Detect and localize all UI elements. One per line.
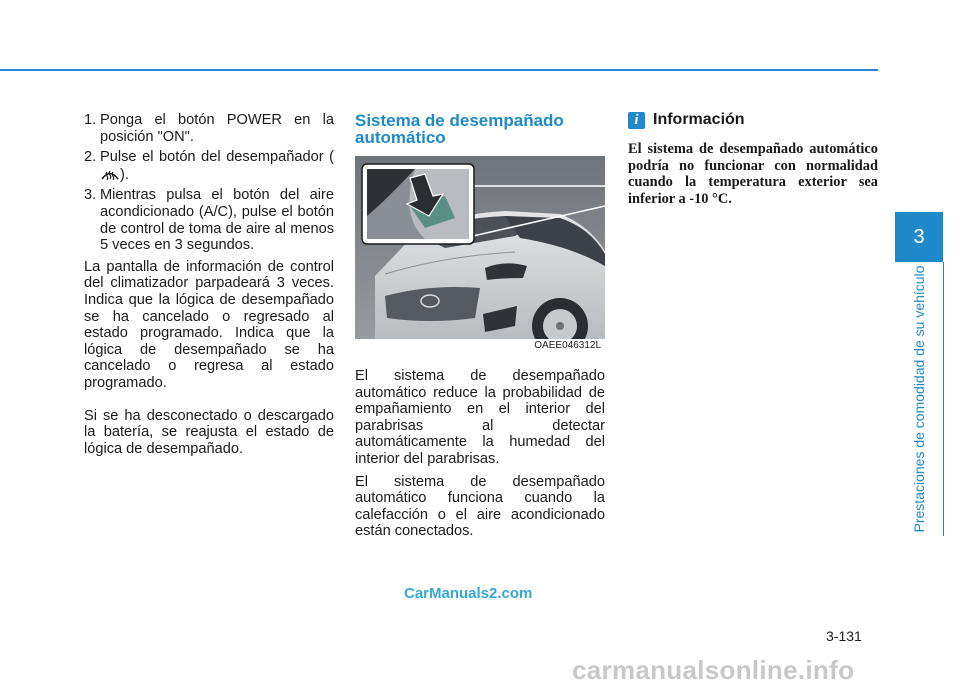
column-right	[628, 112, 878, 207]
info-header	[628, 112, 878, 129]
step-number: 1.	[84, 112, 97, 128]
step-text	[100, 149, 334, 183]
paragraph-battery: Si se ha desconectado o descargado la batería, se reajusta el estado de lógica de desempañado.	[84, 407, 334, 457]
car-illustration	[355, 156, 605, 352]
section-body-2: El sistema de desempañado automático funciona cuando la calefacción o el aire acondicionado están conectados.	[355, 473, 605, 540]
step-2	[84, 149, 334, 183]
page-number: 3-131	[826, 628, 862, 644]
step-number: 2.	[84, 149, 97, 166]
column-middle	[355, 112, 605, 540]
step-text-after: ).	[120, 166, 129, 183]
section-body-1: El sistema de desempañado automático reduce la probabilidad de empañamiento en el interior del parabrisas al detectar automáticamente la humedad del interior del parabrisas.	[355, 368, 605, 467]
step-text-before: Pulse el botón del desempañador (	[100, 149, 334, 166]
paragraph-display-blink: La pantalla de información de control del climatizador parpadeará 3 veces. Indica que la lógica de desempañado se ha cancelado o regresado al estado programado. Indica que la lógica de desempañado se ha cancelado o regresa al estado programado.	[84, 258, 334, 391]
side-divider	[943, 262, 944, 536]
header-rule	[0, 69, 878, 71]
info-icon: i	[628, 112, 645, 129]
chapter-tab: 3	[895, 212, 943, 262]
car-figure	[355, 156, 605, 352]
step-3	[84, 187, 334, 253]
info-title: Información	[653, 111, 745, 129]
step-text: Mientras pulsa el botón del aire acondicionado (A/C), pulse el botón de control de toma de aire al menos 5 veces en 3 segundos.	[100, 187, 334, 254]
column-left	[84, 112, 334, 457]
step-number: 3.	[84, 187, 97, 204]
step-1	[84, 112, 334, 145]
footer-watermark: carmanualsonline.info	[572, 655, 855, 685]
chapter-side-label: Prestaciones de comodidad de su vehículo	[911, 265, 927, 533]
watermark-link[interactable]: CarManuals2.com	[404, 585, 533, 602]
step-text: Ponga el botón POWER en la posición "ON".	[100, 112, 334, 145]
defrost-icon	[100, 166, 120, 181]
info-text: El sistema de desempañado automático podría no funcionar con normalidad cuando la temperatura exterior sea inferior a -10 °C.	[628, 141, 878, 207]
figure-code: OAEE046312L	[534, 340, 601, 351]
section-title: Sistema de desempañado automático	[355, 111, 564, 147]
chapter-side-strip	[895, 262, 943, 536]
